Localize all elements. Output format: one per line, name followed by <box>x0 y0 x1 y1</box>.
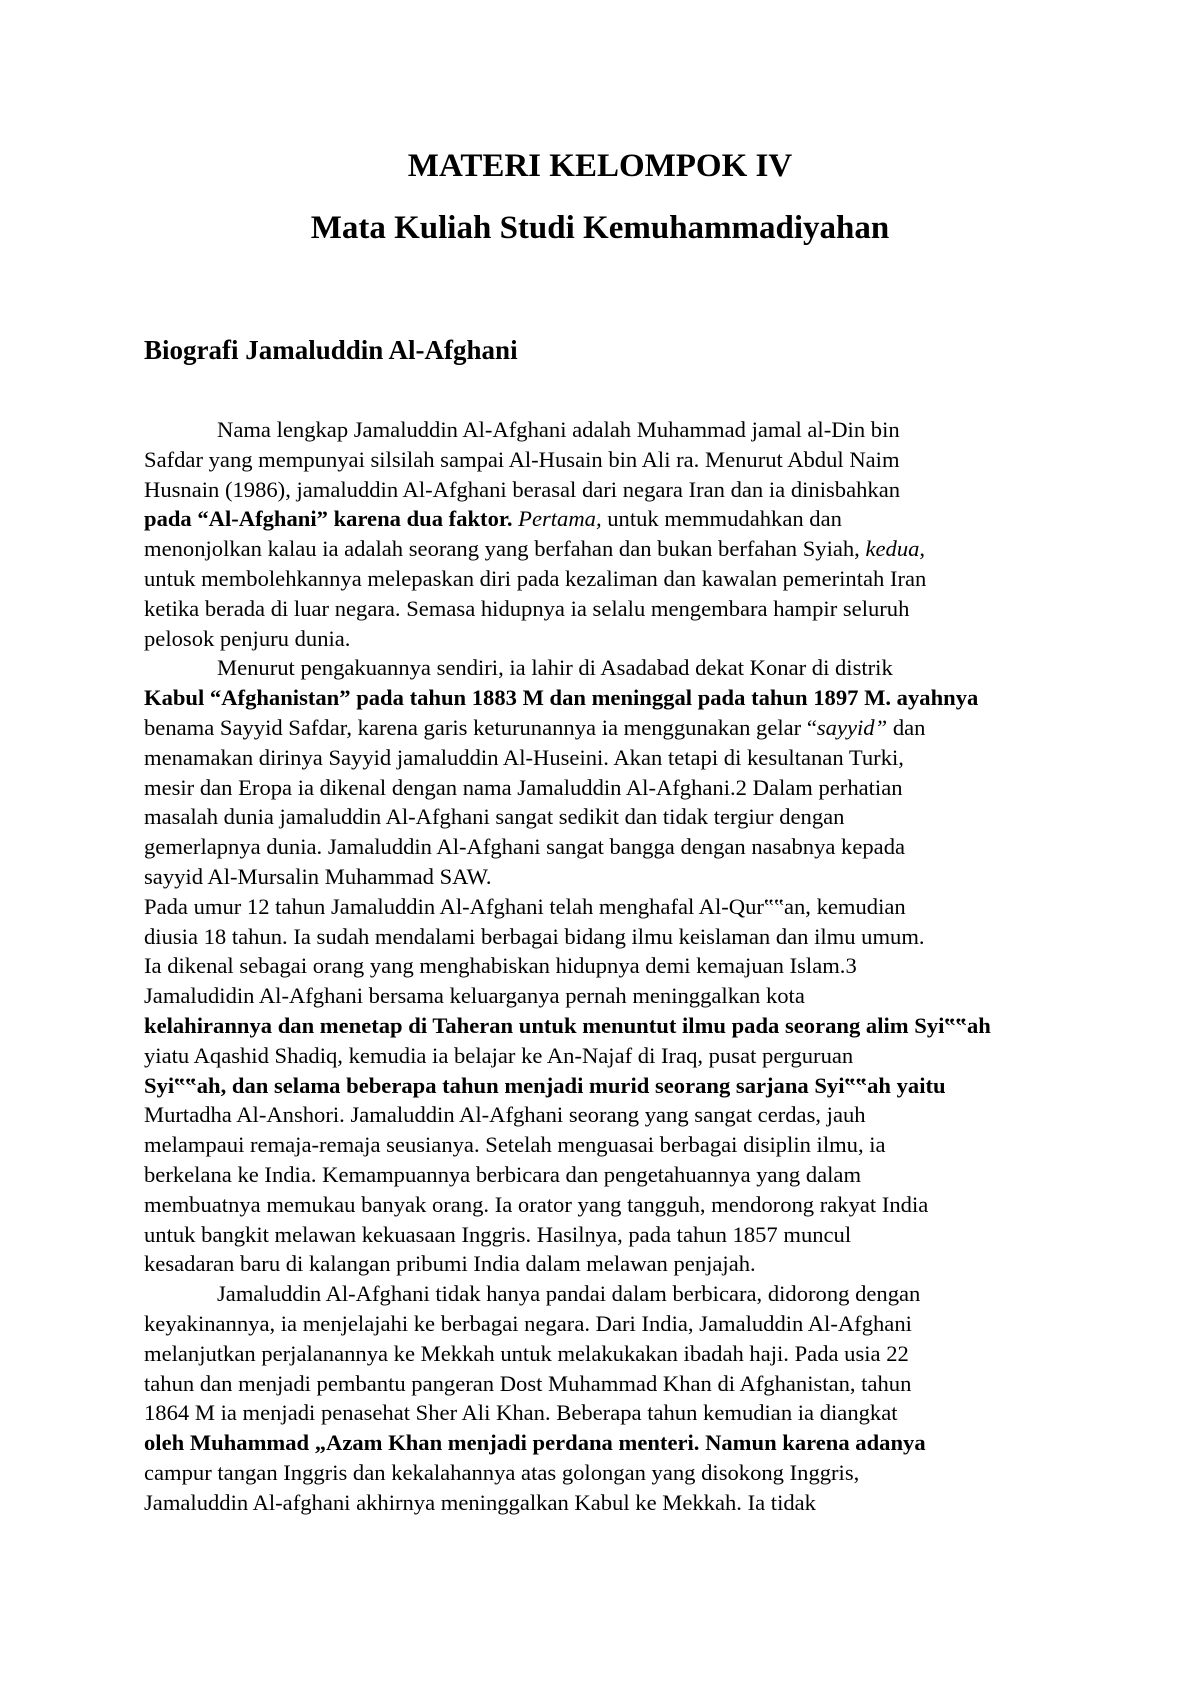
text-line: Husnain (1986), jamaluddin Al-Afghani berasal dari negara Iran dan ia dinisbahkan <box>144 476 901 502</box>
text-line: Murtadha Al-Anshori. Jamaluddin Al-Afghani seorang yang sangat cerdas, jauh <box>144 1102 866 1128</box>
section-heading: Biografi Jamaluddin Al-Afghani <box>144 335 518 365</box>
text-line: Syi‟‟ah, dan selama beberapa tahun menjadi murid seorang sarjana Syi‟‟ah yaitu <box>144 1072 946 1098</box>
text-line: sayyid Al-Mursalin Muhammad SAW. <box>144 863 492 889</box>
text-line: masalah dunia jamaluddin Al-Afghani sangat sedikit dan tidak tergiur dengan <box>144 804 845 830</box>
emphasis-text: Pertama, <box>518 506 602 532</box>
text-line: kelahirannya dan menetap di Taheran untuk menuntut ilmu pada seorang alim Syi‟‟ah <box>144 1012 991 1038</box>
text-line: tahun dan menjadi pembantu pangeran Dost Muhammad Khan di Afghanistan, tahun <box>144 1370 912 1396</box>
text-line: Ia dikenal sebagai orang yang menghabiskan hidupnya demi kemajuan Islam.3 <box>144 953 857 979</box>
text-line: oleh Muhammad „Azam Khan menjadi perdana menteri. Namun karena adanya <box>144 1430 926 1456</box>
text-line: membuatnya memukau banyak orang. Ia orator yang tangguh, mendorong rakyat India <box>144 1191 929 1217</box>
text-span: pada “Al-Afghani” karena dua faktor. <box>144 506 519 532</box>
text-line: melampaui remaja-remaja seusianya. Setelah menguasai berbagai disiplin ilmu, ia <box>144 1132 886 1158</box>
text-line: Kabul “Afghanistan” pada tahun 1883 M dan meninggal pada tahun 1897 M. ayahnya <box>144 685 979 711</box>
text-line: untuk bangkit melawan kekuasaan Inggris. Hasilnya, pada tahun 1857 muncul <box>144 1221 852 1247</box>
emphasis-text: kedua, <box>865 536 926 562</box>
text-line <box>144 504 1064 534</box>
text-line: Jamaluddin Al-afghani akhirnya meninggalkan Kabul ke Mekkah. Ia tidak <box>144 1489 816 1515</box>
text-line: diusia 18 tahun. Ia sudah mendalami berbagai bidang ilmu keislaman dan ilmu umum. <box>144 923 925 949</box>
text-span: benama Sayyid Safdar, karena garis keturunannya ia menggunakan gelar “ <box>144 714 817 740</box>
text-line: Safdar yang mempunyai silsilah sampai Al-Husain bin Ali ra. Menurut Abdul Naim <box>144 446 900 472</box>
text-line: Nama lengkap Jamaluddin Al-Afghani adalah Muhammad jamal al-Din bin <box>217 417 900 442</box>
body-text <box>144 415 1064 1517</box>
text-line: ketika berada di luar negara. Semasa hidupnya ia selalu mengembara hampir seluruh <box>144 595 910 621</box>
document-title: MATERI KELOMPOK IV <box>407 148 793 184</box>
text-line <box>144 534 1064 564</box>
text-line <box>144 713 1064 743</box>
text-line: 1864 M ia menjadi penasehat Sher Ali Khan. Beberapa tahun kemudian ia diangkat <box>144 1400 898 1426</box>
text-line: menamakan dirinya Sayyid jamaluddin Al-Huseini. Akan tetapi di kesultanan Turki, <box>144 744 904 770</box>
text-line: mesir dan Eropa ia dikenal dengan nama Jamaluddin Al-Afghani.2 Dalam perhatian <box>144 774 903 800</box>
text-line: Pada umur 12 tahun Jamaluddin Al-Afghani telah menghafal Al-Qur‟‟an, kemudian <box>144 893 906 919</box>
emphasis-text: sayyid” <box>816 714 888 740</box>
text-line: untuk membolehkannya melepaskan diri pada kezaliman dan kawalan pemerintah Iran <box>144 565 927 591</box>
text-line: keyakinannya, ia menjelajahi ke berbagai negara. Dari India, Jamaluddin Al-Afghani <box>144 1310 912 1336</box>
text-line: pelosok penjuru dunia. <box>144 625 351 651</box>
text-span: menonjolkan kalau ia adalah seorang yang berfahan dan bukan berfahan Syiah, <box>144 536 866 562</box>
text-span: dan <box>887 714 926 740</box>
text-line: kesadaran baru di kalangan pribumi India dalam melawan penjajah. <box>144 1251 756 1277</box>
text-line: Menurut pengakuannya sendiri, ia lahir di Asadabad dekat Konar di distrik <box>217 655 893 681</box>
text-span: untuk memmudahkan dan <box>601 506 842 532</box>
text-line: berkelana ke India. Kemampuannya berbicara dan pengetahuannya yang dalam <box>144 1161 862 1187</box>
text-line: melanjutkan perjalanannya ke Mekkah untuk melakukakan ibadah haji. Pada usia 22 <box>144 1340 909 1366</box>
text-line: Jamaludidin Al-Afghani bersama keluarganya pernah meninggalkan kota <box>144 983 805 1009</box>
text-line: Jamaluddin Al-Afghani tidak hanya pandai dalam berbicara, didorong dengan <box>217 1281 921 1307</box>
text-line: campur tangan Inggris dan kekalahannya atas golongan yang disokong Inggris, <box>144 1459 860 1485</box>
text-line: gemerlapnya dunia. Jamaluddin Al-Afghani sangat bangga dengan nasabnya kepada <box>144 834 906 860</box>
text-line: yiatu Aqashid Shadiq, kemudia ia belajar ke An-Najaf di Iraq, pusat perguruan <box>144 1042 854 1068</box>
document-subtitle: Mata Kuliah Studi Kemuhammadiyahan <box>310 210 890 246</box>
